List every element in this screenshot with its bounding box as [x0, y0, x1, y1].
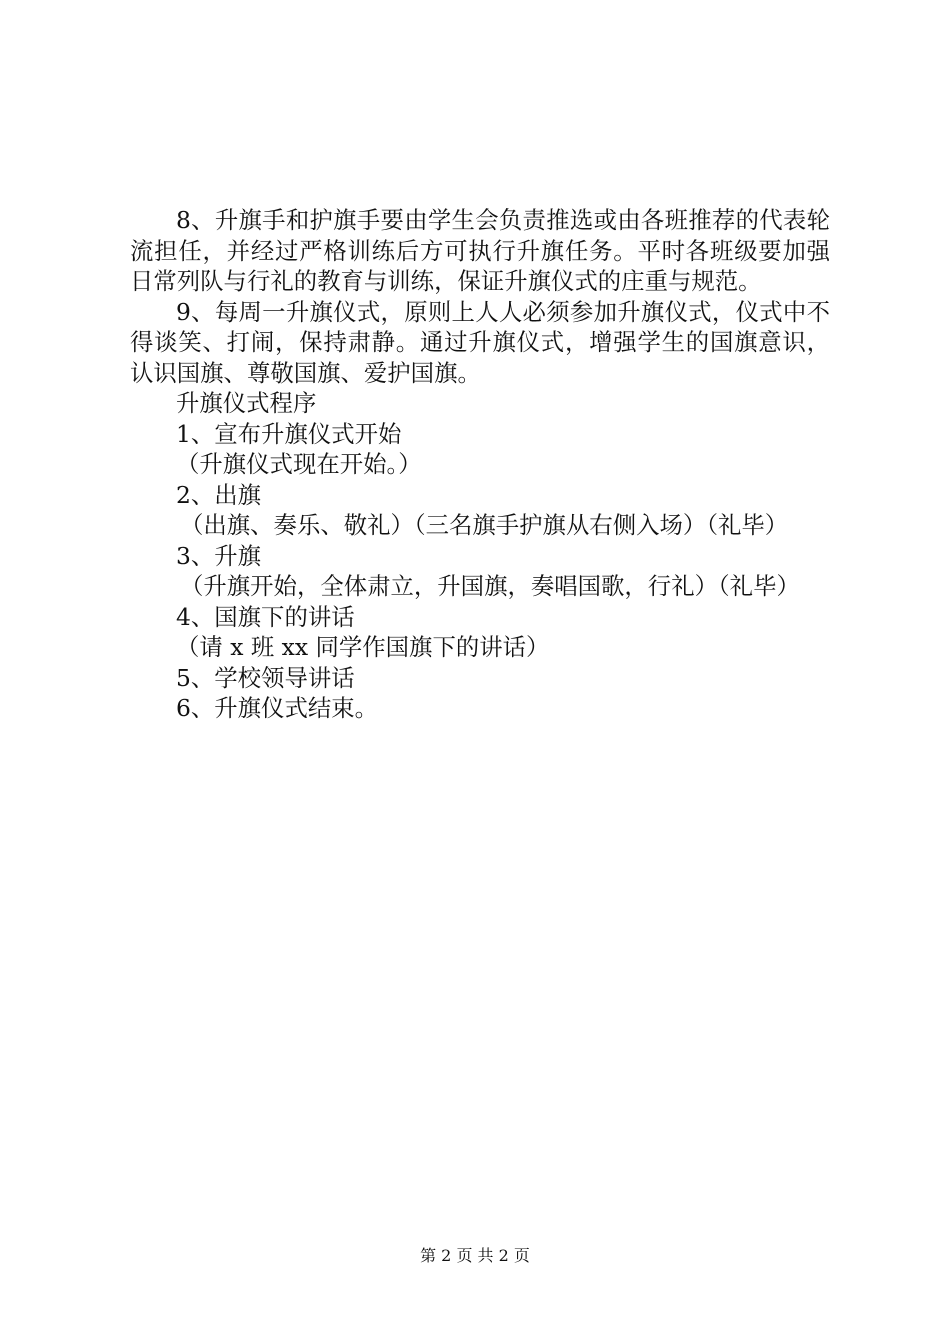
step-5-title: 5、学校领导讲话: [176, 663, 355, 692]
step-3-title: 3、升旗: [176, 541, 262, 570]
step-4-note: （请 x 班 xx 同学作国旗下的讲话）: [176, 633, 550, 661]
step-2-title: 2、出旗: [176, 480, 262, 509]
step-2-note: （出旗、奏乐、敬礼）（三名旗手护旗从右侧入场）（礼毕）: [180, 511, 789, 539]
document-body: [130, 205, 830, 724]
section-title: 升旗仪式程序: [176, 389, 317, 417]
step-1-note: （升旗仪式现在开始。）: [176, 450, 422, 478]
step-6-title: 6、升旗仪式结束。: [176, 694, 379, 722]
step-1-title: 1、宣布升旗仪式开始: [176, 419, 402, 448]
paragraph-8: 8、升旗手和护旗手要由学生会负责推选或由各班推荐的代表轮流担任，并经过严格训练后方可执行升旗任务。平时各班级要加强日常列队与行礼的教育与训练，保证升旗仪式的庄重与规范。: [130, 206, 830, 295]
page-footer: 第 2 页 共 2 页: [420, 1246, 530, 1265]
step-4-title: 4、国旗下的讲话: [176, 602, 355, 631]
step-3-note: （升旗开始，全体肃立，升国旗，奏唱国歌，行礼）（礼毕）: [180, 572, 800, 600]
paragraph-9: 9、每周一升旗仪式，原则上人人必须参加升旗仪式，仪式中不得谈笑、打闹，保持肃静。通过升旗仪式，增强学生的国旗意识，认识国旗、尊敬国旗、爱护国旗。: [130, 297, 830, 387]
